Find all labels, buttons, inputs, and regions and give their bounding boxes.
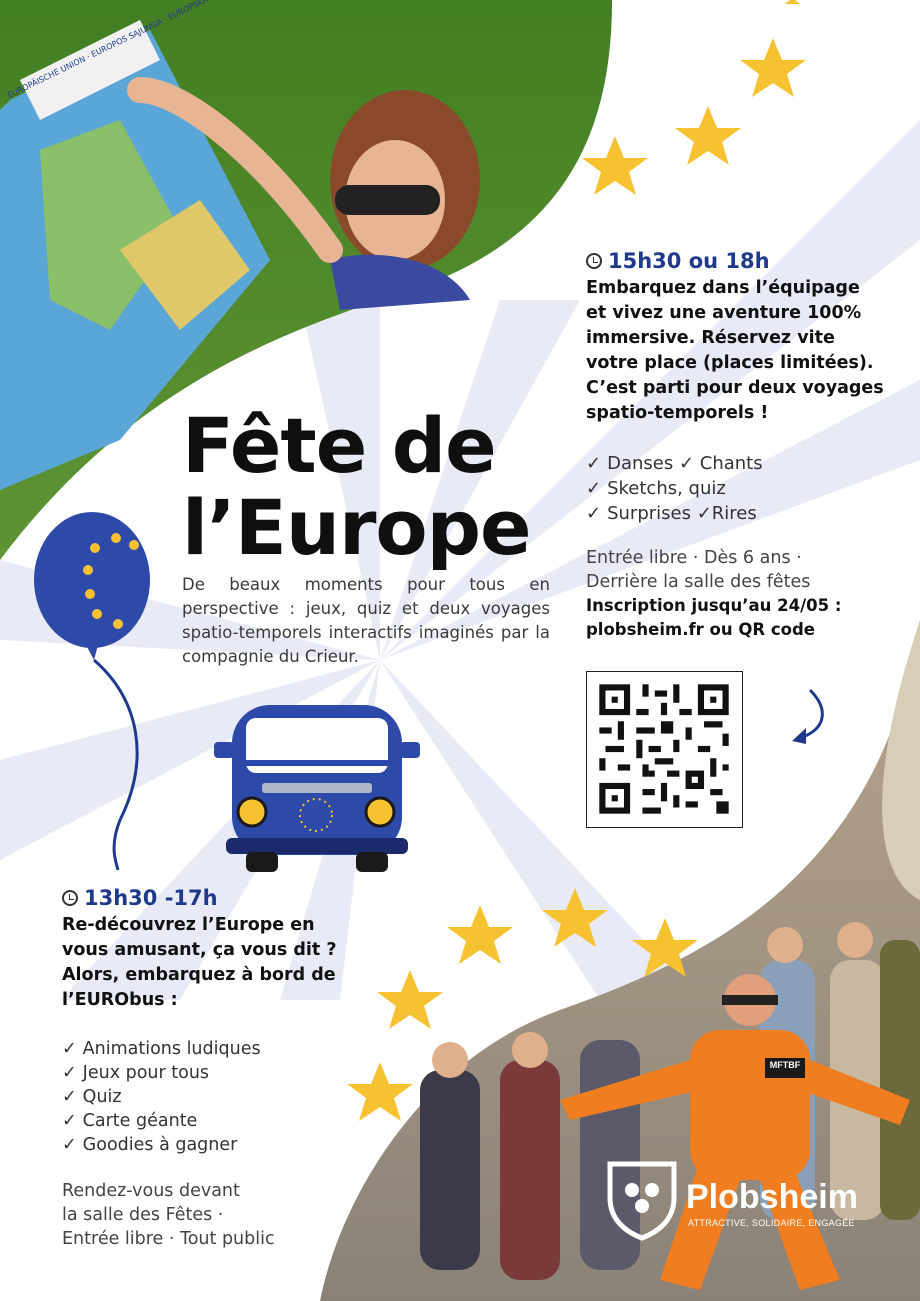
logo-tagline: ATTRACTIVE, SOLIDAIRE, ENGAGÉE xyxy=(688,1218,855,1228)
check-icon: ✓ xyxy=(62,1111,77,1131)
check-icon: ✓ xyxy=(62,1063,77,1083)
session-left-time-label: 13h30 -17h xyxy=(84,886,218,910)
list-item: ✓ Carte géante xyxy=(62,1111,198,1131)
shield-icon xyxy=(602,1158,682,1242)
logo-name: Plobsheim xyxy=(686,1178,858,1216)
intro-text: De beaux moments pour tous en perspective : jeux, quiz et deux voyages spatio-temporels interactifs imaginés par la compagnie du Crieur. xyxy=(182,575,550,666)
check-icon: ✓ xyxy=(62,1135,77,1155)
page-title xyxy=(182,401,582,572)
title-line-1: Fête de xyxy=(182,401,496,490)
session-right-time-label: 15h30 ou 18h xyxy=(608,249,770,273)
check-icon: ✓ xyxy=(62,1087,77,1107)
check-icon: ✓ xyxy=(586,503,602,524)
session-left-activities xyxy=(62,1037,352,1157)
info-line-2: Derrière la salle des fêtes xyxy=(586,572,811,592)
plobsheim-logo xyxy=(602,1158,892,1248)
map-caption: EUROPÄISCHE UNION · EUROPOS SĄJUNGA · EUROPSKA xyxy=(6,0,210,101)
list-item: ✓ Danses ✓ Chants xyxy=(586,453,763,474)
check-icon: ✓ xyxy=(62,1039,77,1059)
session-right-time xyxy=(586,249,886,273)
registration-line-2[interactable]: plobsheim.fr ou QR code xyxy=(586,620,815,639)
list-item: ✓ Sketchs, quiz xyxy=(586,478,726,499)
registration-line-1: Inscription jusqu’au 24/05 : xyxy=(586,596,842,615)
list-item: ✓ Quiz xyxy=(62,1087,122,1107)
info-line-1: Entrée libre · Dès 6 ans · xyxy=(586,548,802,568)
meeting-line-1: Rendez-vous devant xyxy=(62,1181,240,1201)
list-item: ✓ Surprises ✓Rires xyxy=(586,503,757,524)
arrow-head xyxy=(792,728,806,744)
title-line-2: l’Europe xyxy=(182,483,531,572)
session-right xyxy=(586,249,886,642)
list-item: ✓ Jeux pour tous xyxy=(62,1063,210,1083)
session-right-activities xyxy=(586,451,886,526)
check-icon: ✓ xyxy=(586,478,602,499)
session-left-description: Re-découvrez l’Europe en vous amusant, ça vous dit ? Alors, embarquez à bord de l’EURObus : xyxy=(62,915,337,1010)
jumpsuit-badge: MFTBF xyxy=(769,1060,801,1070)
meeting-info xyxy=(62,1179,352,1251)
list-item: ✓ Goodies à gagner xyxy=(62,1135,238,1155)
list-item: ✓ Animations ludiques xyxy=(62,1039,261,1059)
qr-code[interactable] xyxy=(586,671,743,828)
event-info xyxy=(586,546,886,642)
meeting-line-3: Entrée libre · Tout public xyxy=(62,1229,275,1249)
eurobus-illustration xyxy=(214,705,420,872)
qr-code-graphic xyxy=(587,672,741,826)
clock-icon xyxy=(586,253,602,269)
session-left-time xyxy=(62,886,352,910)
session-right-description: Embarquez dans l’équipage et vivez une aventure 100% immersive. Réservez vite votre place (places limitées). C’est parti pour deux voyages spatio-temporels ! xyxy=(586,278,884,423)
check-icon: ✓ xyxy=(586,453,602,474)
clock-icon xyxy=(62,890,78,906)
meeting-line-2: la salle des Fêtes · xyxy=(62,1205,224,1225)
session-left xyxy=(62,886,352,1251)
